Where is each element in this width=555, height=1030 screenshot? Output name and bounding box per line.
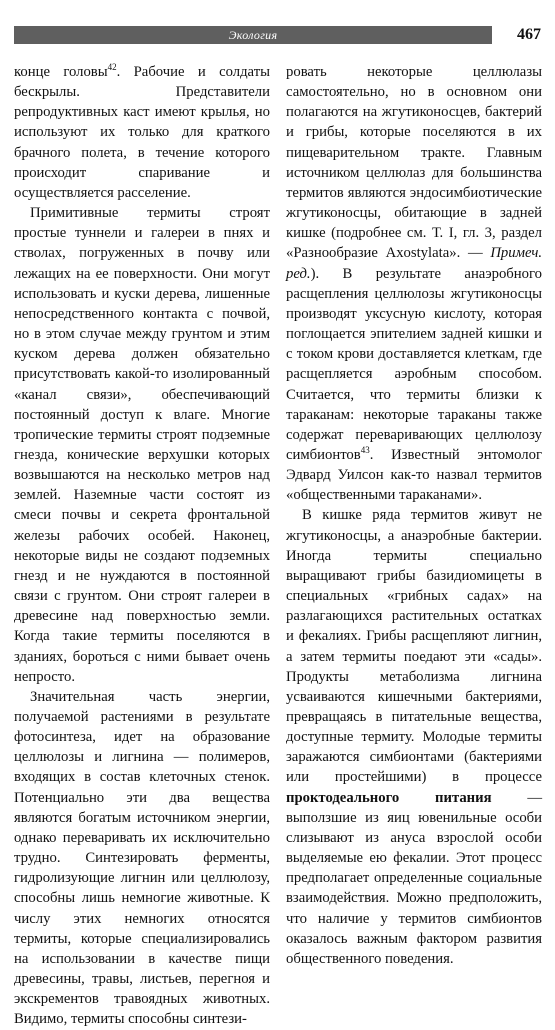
italic-note: Примеч. ред. [286, 245, 542, 282]
text-run: — выползшие из яиц ювенильные особи слизывают из ануса взрослой особи выделяемые ею фекалии. Этот процесс предполагает определенные социальные взаимодействия. Можно предположить, что наличие у термитов симбионтов оказалось важным фактором развития общественного поведения. [286, 789, 543, 967]
paragraph [286, 505, 542, 969]
paragraph [14, 687, 270, 1030]
header-bar [14, 26, 492, 44]
footnote-ref: 42 [107, 62, 117, 73]
footnote-ref: 43 [360, 445, 370, 456]
text-run: . Рабочие и солдаты бескрылы. Представители репродуктивных каст имеют крылья, но используют их только для краткого брачного полета, в течение которого происходит спаривание и осуществляется расселение. [14, 64, 270, 201]
text-run: В кишке ряда термитов живут не жгутиконосцы, а анаэробные бактерии. Иногда термиты специально выращивают грибы базидиомицеты в специальных «грибных садах» на разлагающихся растительных остатках и фекалиях. Грибы расщепляют лигнин, а затем термиты поедают эти «сады». Продукты метаболизма лигнина усваиваются кишечными бактериями, превращаясь в питательные вещества, доступные термиту. Молодые термиты заражаются симбионтами (бактериями или простейшими) в процессе [286, 507, 542, 786]
left-column [14, 62, 270, 1030]
running-header [14, 26, 541, 48]
text-run: . Известный энтомолог Эдвард Уилсон как-то назвал термитов «общественными тараканами». [286, 446, 542, 504]
text-run: ровать некоторые целлюлазы самостоятельно, но в основном они полагаются на жгутиконосцев, бактерий и грибы, которые поселяются в их пищеварительном тракте. Главным источником целлюлаз для большинства термитов являются эндосимбиотические жгутиконосцы, обитающие в задней кишке (подробнее см. Т. I, гл. 3, раздел «Разнообразие Axostylata». — [286, 64, 542, 262]
text-run: Значительная часть энергии, получаемой растениями в результате фотосинтеза, идет на образование целлюлозы и лигнина — полимеров, входящих в состав клеточных стенок. Потенциально эти два вещества являются богатым источником энергии, однако переваривать их исключительно трудно. Синтезировать ферменты, гидролизующие лигнин или целлюлозу, способны лишь немногие животные. К числу этих немногих относятся термиты, которые специализировались на использовании в качестве пищи древесины, травы, листьев, перегноя и экскрементов травоядных животных. Видимо, термиты способны синтези- [14, 688, 270, 1028]
paragraph [286, 62, 542, 505]
bold-term: проктодеального питания [286, 789, 492, 806]
page-number: 467 [517, 26, 541, 43]
right-column [286, 62, 542, 969]
text-run: Примитивные термиты строят простые туннели и галереи в пнях и стволах, погруженных в почву или лежащих на ее поверхности. Они могут использовать и куски дерева, лишенные непосредственного контакта с почвой, но в этом случае между грунтом и этим куском дерева должен обязательно присутствовать какой-то изолированный «канал связи», обеспечивающий постоянный доступ к влаге. Многие тропические термиты строят подземные гнезда, конические верхушки которых возвышаются на несколько метров над землей. Наземные части состоят из смеси почвы и секрета фронтальной железы рабочих особей. Наконец, некоторые виды не создают подземных гнезд и не нуждаются в постоянной связи с грунтом. Они строят галереи в древесине над поверхностью земли. Когда такие термиты поселяются в зданиях, бороться с ними бывает очень непросто. [14, 205, 270, 685]
paragraph [14, 62, 270, 203]
text-run: конце головы [14, 64, 108, 80]
paragraph [14, 203, 270, 687]
running-title: Экология [228, 28, 278, 42]
text-run: ). В результате анаэробного расщепления целлюлозы жгутиконосцы производят уксусную кислоту, которая поглощается эпителием задней кишки и с током крови доставляется клеткам, где расщепляется аэробным способом. Считается, что термиты близки к тараканам: некоторые тараканы также содержат переваривающих целлюлозу симбионтов [286, 265, 542, 463]
